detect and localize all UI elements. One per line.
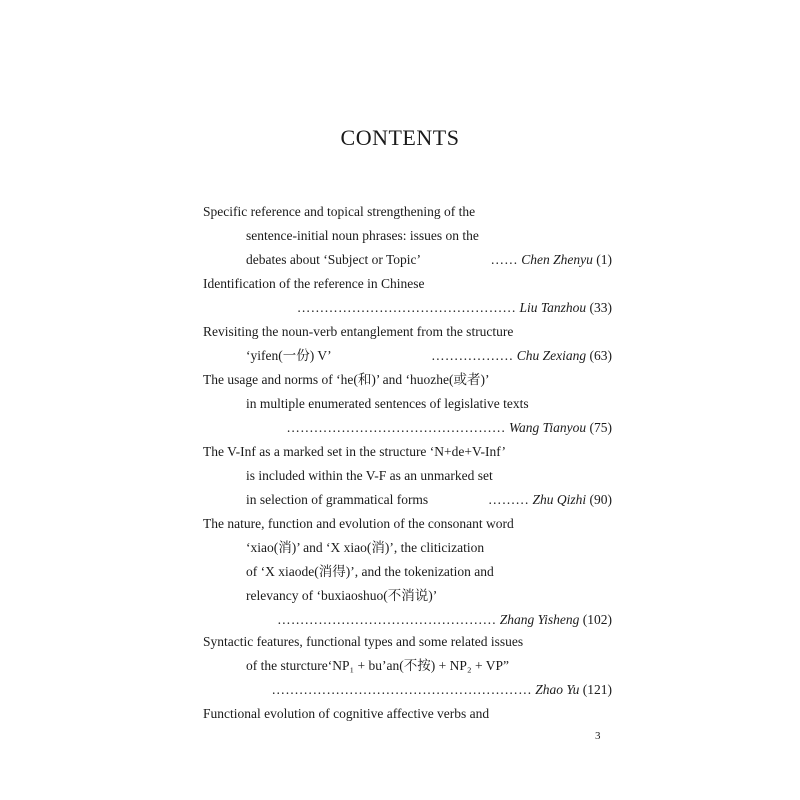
entry-page: (63) xyxy=(589,348,612,363)
entry-6-line-1: The nature, function and evolution of the consonant word xyxy=(203,516,514,531)
page-number: 3 xyxy=(595,730,601,742)
entry-5-line-2: is included within the V-F as an unmarked set xyxy=(246,468,493,483)
entry-1-line-1: Specific reference and topical strengthening of the xyxy=(203,204,476,219)
leader-dots: …… xyxy=(490,252,518,267)
entry-author: Wang Tianyou xyxy=(508,420,587,435)
entry-page: (33) xyxy=(589,300,612,315)
leader-dots: ………………………………………… xyxy=(277,612,497,627)
entry-4-line-1: The usage and norms of ‘he(和)’ and ‘huozhe(或者)’ xyxy=(203,372,490,387)
entry-3-line-2: ‘yifen(一份) V’ xyxy=(246,348,332,363)
entry-8-line-1: Functional evolution of cognitive affective verbs and xyxy=(203,706,490,721)
entry-6-line-2: ‘xiao(消)’ and ‘X xiao(消)’, the cliticization xyxy=(246,540,485,555)
entry-page: (102) xyxy=(582,612,612,627)
entry-4-ref xyxy=(286,420,612,436)
leader-dots: ……………… xyxy=(431,348,514,363)
leader-dots: ………………………………………… xyxy=(296,300,517,315)
entry-page: (75) xyxy=(589,420,612,435)
entry-page: (121) xyxy=(582,682,612,697)
entry-author: Zhu Qizhi xyxy=(532,492,587,507)
entry-3-ref xyxy=(431,348,612,364)
entry-5-ref xyxy=(488,492,612,508)
entry-3-line-1: Revisiting the noun-verb entanglement from the structure xyxy=(203,324,514,339)
entry-5-line-3: in selection of grammatical forms xyxy=(246,492,429,507)
entry-author: Zhao Yu xyxy=(535,682,580,697)
entry-1-line-2: sentence-initial noun phrases: issues on the xyxy=(246,228,479,243)
entry-2-ref xyxy=(297,300,612,316)
entry-page: (1) xyxy=(596,252,612,267)
entry-author: Chu Zexiang xyxy=(516,348,587,363)
entry-7-line-1: Syntactic features, functional types and some related issues xyxy=(203,634,524,649)
entry-7-ref xyxy=(272,682,612,698)
entry-5-line-1: The V-Inf as a marked set in the structure ‘N+de+V-Inf’ xyxy=(203,444,507,459)
entry-6-line-4: relevancy of ‘buxiaoshuo(不消说)’ xyxy=(246,588,438,603)
entry-1-ref xyxy=(490,252,612,268)
entry-7-line-2: of the sturcture‘NP₁ + bu’an(不按) + NP₂ + VP” xyxy=(246,658,509,673)
entry-6-ref xyxy=(277,612,612,628)
page-title: CONTENTS xyxy=(340,125,460,150)
leader-dots: ………………………………………… xyxy=(286,420,506,435)
entry-4-line-2: in multiple enumerated sentences of legislative texts xyxy=(246,396,529,411)
entry-author: Chen Zhenyu xyxy=(521,252,593,267)
entry-page: (90) xyxy=(589,492,612,507)
leader-dots: ……… xyxy=(488,492,530,507)
entry-2-line-1: Identification of the reference in Chinese xyxy=(203,276,425,291)
entry-author: Liu Tanzhou xyxy=(519,300,587,315)
entry-1-line-3: debates about ‘Subject or Topic’ xyxy=(246,252,422,267)
entry-6-line-3: of ‘X xiaode(消得)’, and the tokenization and xyxy=(246,564,494,579)
leader-dots: ………………………………………………… xyxy=(271,682,532,697)
entry-author: Zhang Yisheng xyxy=(499,612,580,627)
